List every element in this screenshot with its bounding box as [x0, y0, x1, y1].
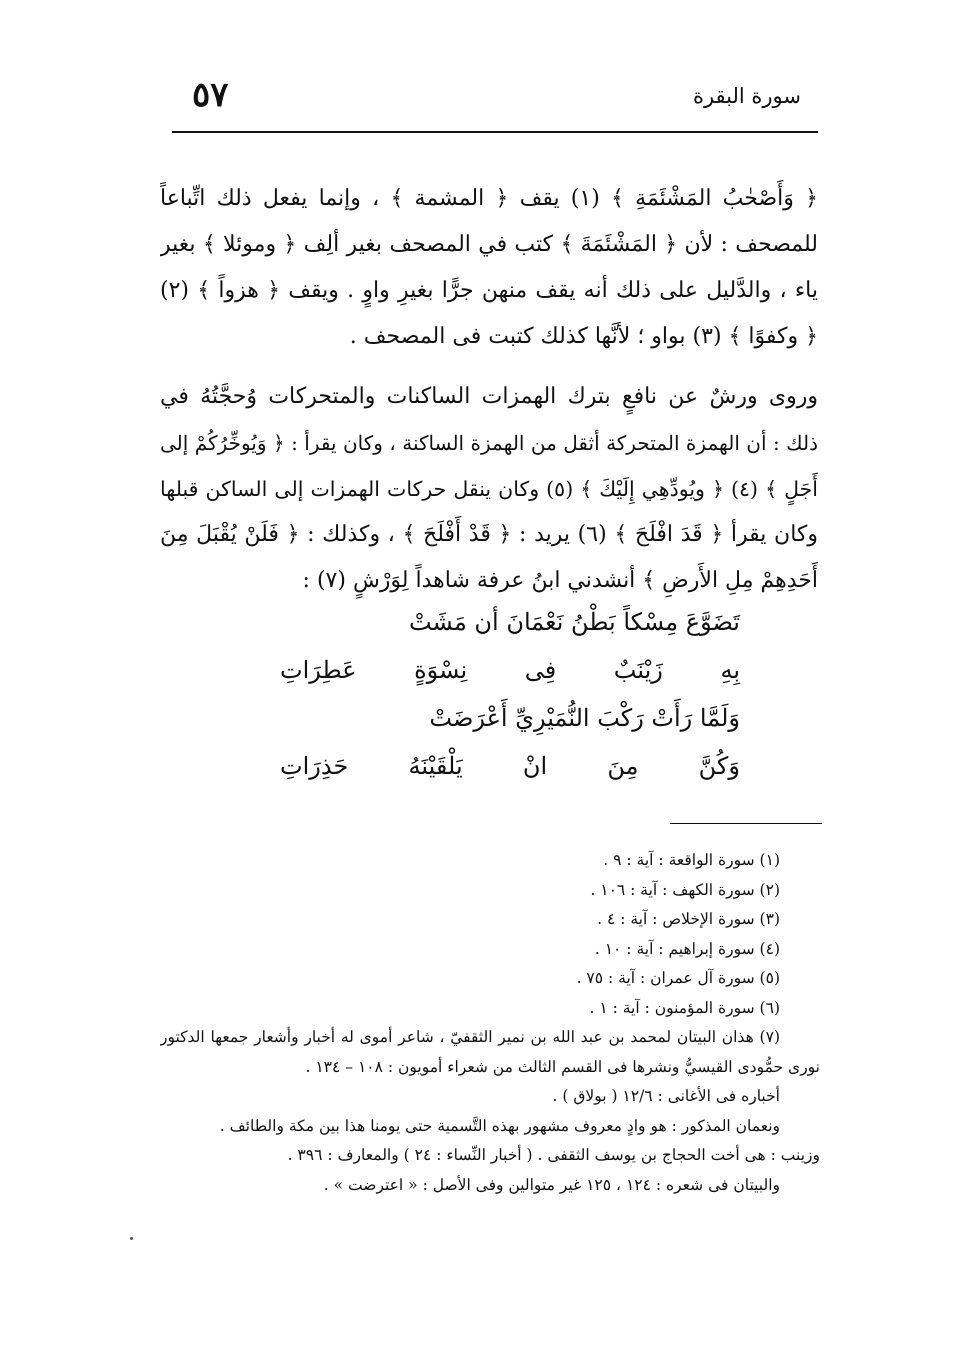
verse-1-first-hemistich: تَضَوَّعَ مِسْكاً بَطْنُ نَعْمَانَ أن مَشَتْ	[408, 608, 740, 636]
text-line: ذلك : أن الهمزة المتحركة أثقل من الهمزة الساكنة ، وكان يقرأ : ﴿ وَيُوخِّرُكُمْ إلى	[160, 431, 818, 455]
verse-2-second-hemistich	[280, 742, 740, 790]
footnote-2: (٢) سورة الكهف : آية : ١٠٦ .	[590, 880, 780, 899]
text-line: أَحَدِهِمْ مِلِ الأَرضِ ﴾ أنشدني ابنُ عرفة شاهداً لِوَرْشٍ (٧) :	[302, 568, 818, 593]
text-line: وروى ورشٌ عن نافعٍ بترك الهمزات الساكنات والمتحركات وُحجَّتُهُ في	[160, 384, 818, 409]
scan-speck	[130, 1237, 133, 1240]
poetry-block	[280, 598, 740, 790]
footnote-7-continuation: والبيتان فى شعره : ١٢٤ ، ١٢٥ غير متوالين وفى الأصل : « اعترضت » .	[323, 1175, 780, 1194]
verse-word: انْ	[522, 752, 548, 780]
text-line: للمصحف : لأن ﴿ المَشْئَمَةَ ﴾ كتب في المصحف بغير ألِف ﴿ وموئلا ﴾ بغير	[160, 232, 818, 257]
page-number: ٥٧	[192, 75, 229, 115]
running-header-surah-title: سورة البقرة	[692, 84, 801, 108]
text-line: ياء ، والدَّليل على ذلك أنه يقف منهن جرًّا بغيرِ واوٍ . ويقف ﴿ هزواً ﴾ (٢)	[160, 278, 818, 303]
text-line: وكان يقرأ ﴿ قَدَ افْلَحَ ﴾ (٦) يريد : ﴿ قَدْ أَفْلَحَ ﴾ ، وكذلك : ﴿ فَلَنْ يُقْبَلَ مِنَ	[160, 522, 818, 547]
footnote-7-continuation: نورى حمُّودى القيسيُّ ونشرها فى القسم الثالث من شعراء أمويون : ١٠٨ – ١٣٤ .	[305, 1057, 820, 1076]
main-text	[160, 176, 818, 604]
footnote-7-continuation: وزينب : هى أخت الحجاج بن يوسف الثقفى . ( أخبار النِّساء : ٢٤ ) والمعارف : ٣٩٦ .	[287, 1146, 820, 1164]
footnote-7-continuation: ونعمان المذكور : هو وادٍ معروف مشهور بهذه التَّسمية حتى يومنا هذا بين مكة والطائف .	[219, 1116, 780, 1135]
footnote-divider	[670, 823, 822, 824]
footnote-6: (٦) سورة المؤمنون : آية : ١ .	[589, 998, 780, 1017]
header-divider	[172, 131, 818, 133]
verse-word: وَكُنَّ	[698, 752, 740, 780]
text-line: ﴿ وَأَصْحٰبُ المَشْئَمَةِ ﴾ (١) يقف ﴿ المشمة ﴾ ، وإنما يفعل ذلك اتِّباعاً	[160, 186, 818, 211]
footnote-4: (٤) سورة إبراهيم : آية : ١٠ .	[594, 939, 780, 958]
footnote-7-continuation: أخباره فى الأغانى : ١٢/٦ ( بولاق ) .	[552, 1087, 780, 1105]
verse-word: مِنَ	[607, 752, 639, 780]
verse-word: زَيْنَبٌ	[613, 656, 663, 684]
verse-word: فِى	[524, 656, 557, 684]
verse-word: حَذِرَاتِ	[280, 752, 349, 780]
footnote-7: (٧) هذان البيتان لمحمد بن عبد الله بن نمير الثقفيّ ، شاعر أموى له أخبار وأشعار جمعها الدكتور	[160, 1028, 780, 1046]
footnote-3: (٣) سورة الإخلاص : آية : ٤ .	[597, 910, 780, 928]
verse-2-first-hemistich: وَلَمَّا رَأَتْ رَكْبَ النُّمَيْرِيِّ أَعْرَضَتْ	[429, 704, 740, 732]
footnote-5: (٥) سورة آل عمران : آية : ٧٥ .	[576, 969, 780, 987]
paragraph-1	[160, 176, 818, 360]
verse-word: عَطِرَاتِ	[280, 656, 357, 684]
paragraph-spacer	[160, 360, 818, 374]
footnotes	[160, 846, 820, 1200]
verse-word: نِسْوَةٍ	[414, 656, 468, 684]
text-line: ﴿ وكفوًا ﴾ (٣) بواو ؛ لأنَّها كذلك كتبت فى المصحف .	[349, 324, 818, 349]
text-line: أَجَلٍ ﴾ (٤) ﴿ ويُودِّهِي إِلَيْكَ ﴾ (٥) وكان ينقل حركات الهمزات إلى الساكن قبلها	[160, 477, 818, 501]
verse-1-second-hemistich	[280, 646, 740, 694]
verse-word: بِهِ	[720, 656, 740, 684]
paragraph-2	[160, 374, 818, 604]
footnote-1: (١) سورة الواقعة : آية : ٩ .	[603, 851, 780, 869]
verse-word: يَلْقَيْنَهُ	[408, 752, 463, 780]
